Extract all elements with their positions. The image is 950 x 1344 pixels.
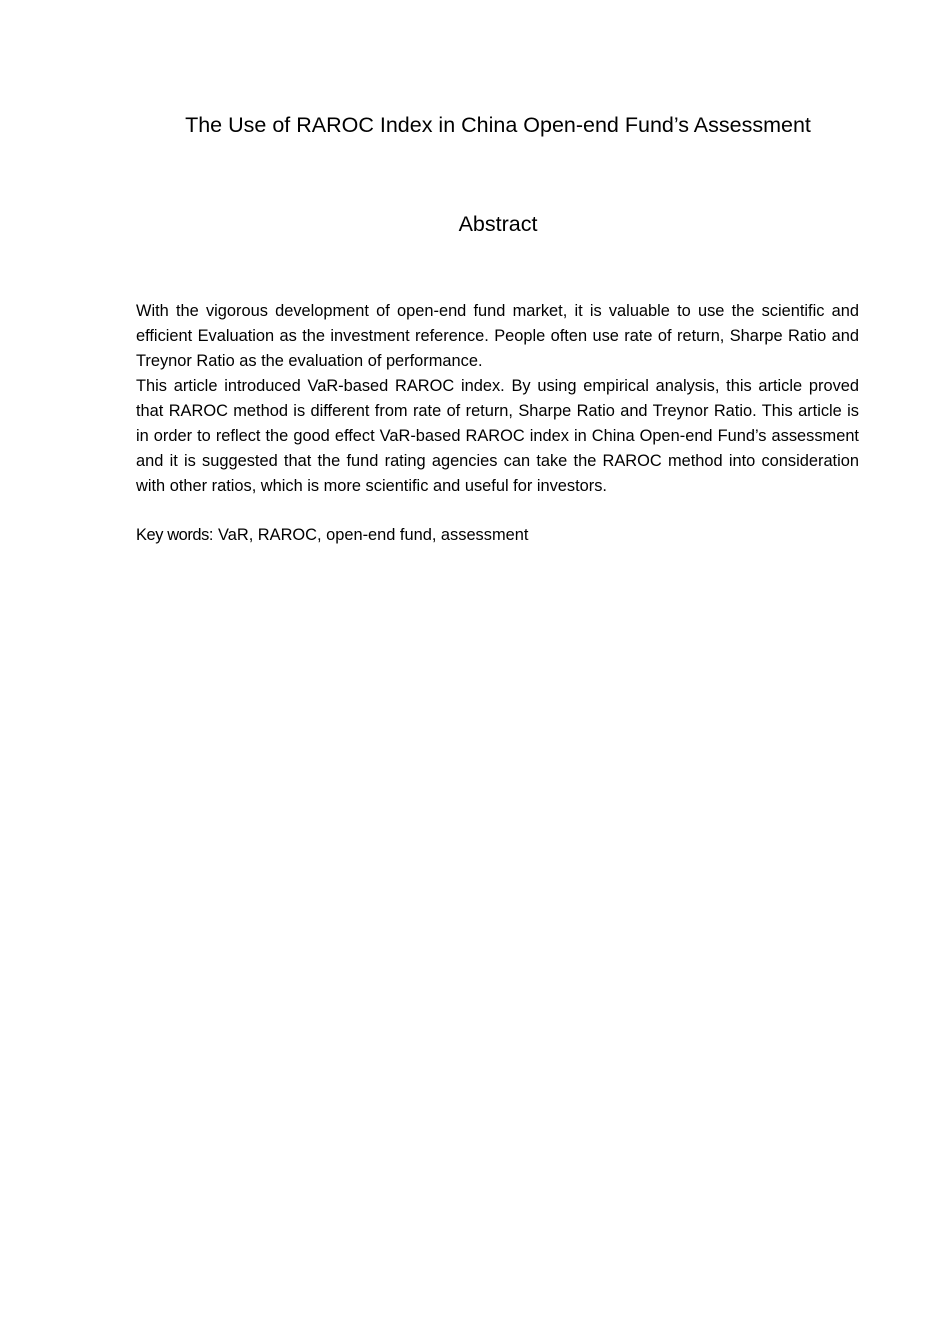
keywords-text: VaR, RAROC, open-end fund, assessment [218, 526, 529, 544]
keywords-line [136, 523, 859, 548]
abstract-body [136, 299, 859, 499]
keywords-label: Key words [136, 526, 209, 544]
document-title: The Use of RAROC Index in China Open-end Fund’s Assessment [185, 113, 811, 137]
abstract-heading: Abstract [458, 212, 538, 236]
abstract-paragraph-2: This article introduced VaR-based RAROC index. By using empirical analysis, this article proved that RAROC method is different from rate of return, Sharpe Ratio and Treynor Ratio. This article is in order to reflect the good effect VaR-based RAROC index in China Open-end Fund’s assessment and it is suggested that the fund rating agencies can take the RAROC method into consideration with other ratios, which is more scientific and useful for investors. [136, 377, 859, 495]
keywords-separator: : [208, 526, 219, 544]
abstract-paragraph-1: With the vigorous development of open-end fund market, it is valuable to use the scientific and efficient Evaluation as the investment reference. People often use rate of return, Sharpe Ratio and Treynor Ratio as the evaluation of performance. [136, 302, 859, 370]
